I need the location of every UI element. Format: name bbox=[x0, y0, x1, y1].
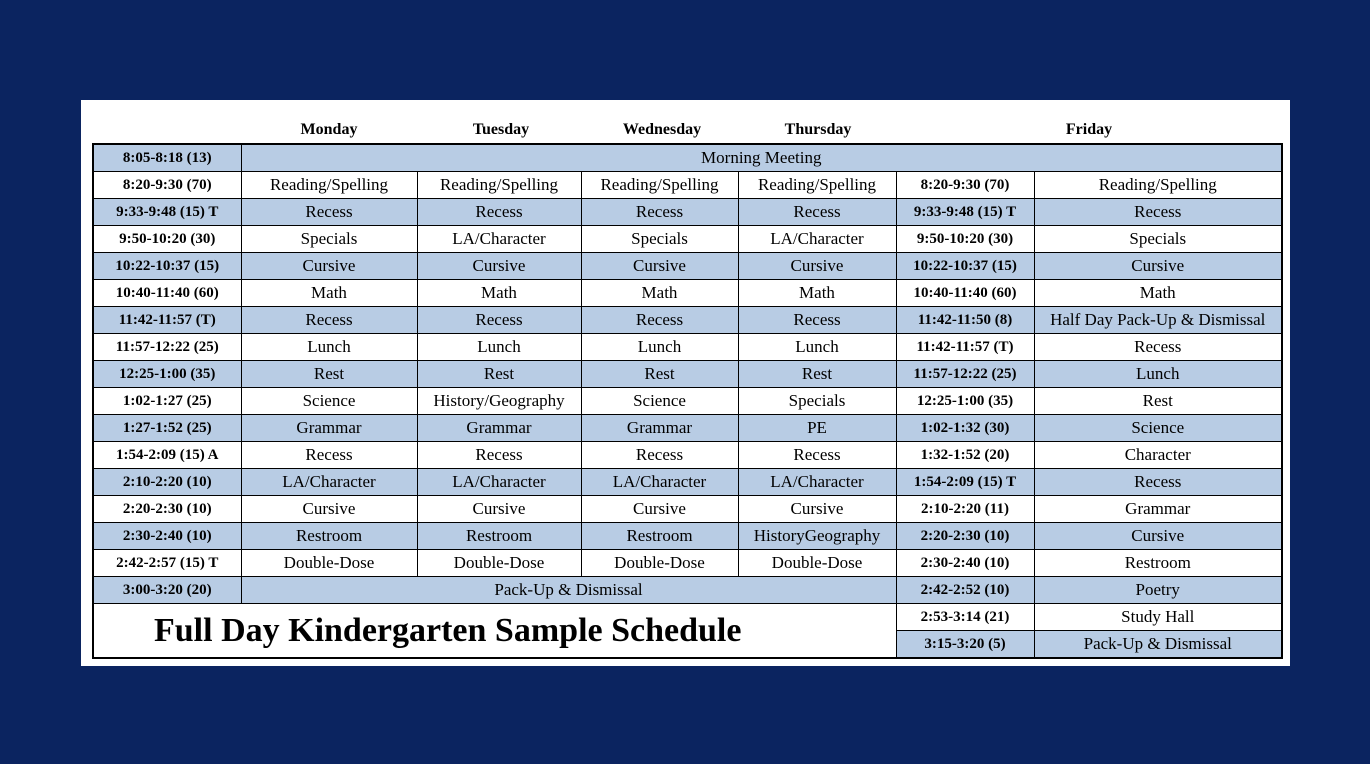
day-header-thursday: Thursday bbox=[784, 121, 852, 138]
schedule-row bbox=[93, 469, 1282, 496]
friday-time-cell: 2:30-2:40 (10) bbox=[896, 550, 1034, 577]
thursday-activity-cell: Math bbox=[738, 280, 896, 307]
thursday-activity-cell: Cursive bbox=[738, 496, 896, 523]
tuesday-activity-cell: Grammar bbox=[417, 415, 581, 442]
tuesday-activity-cell: Reading/Spelling bbox=[417, 172, 581, 199]
friday-time-cell: 11:42-11:57 (T) bbox=[896, 334, 1034, 361]
schedule-row bbox=[93, 334, 1282, 361]
friday-activity-cell: Character bbox=[1034, 442, 1282, 469]
wednesday-activity-cell: Restroom bbox=[581, 523, 738, 550]
time-cell: 10:40-11:40 (60) bbox=[93, 280, 241, 307]
schedule-row bbox=[93, 523, 1282, 550]
friday-time-cell: 1:54-2:09 (15) T bbox=[896, 469, 1034, 496]
friday-activity-cell: Grammar bbox=[1034, 496, 1282, 523]
schedule-body bbox=[93, 144, 1282, 658]
monday-activity-cell: Recess bbox=[241, 307, 417, 334]
friday-time-cell: 10:22-10:37 (15) bbox=[896, 253, 1034, 280]
schedule-row bbox=[93, 280, 1282, 307]
wednesday-activity-cell: Recess bbox=[581, 199, 738, 226]
wednesday-activity-cell: Reading/Spelling bbox=[581, 172, 738, 199]
monday-activity-cell: Science bbox=[241, 388, 417, 415]
tuesday-activity-cell: History/Geography bbox=[417, 388, 581, 415]
friday-activity-cell: Science bbox=[1034, 415, 1282, 442]
schedule-row bbox=[93, 253, 1282, 280]
day-header-row bbox=[81, 100, 1290, 143]
friday-activity-cell: Recess bbox=[1034, 334, 1282, 361]
thursday-activity-cell: Cursive bbox=[738, 253, 896, 280]
day-header-monday: Monday bbox=[300, 121, 358, 138]
schedule-row bbox=[93, 144, 1282, 172]
tuesday-activity-cell: Double-Dose bbox=[417, 550, 581, 577]
tuesday-activity-cell: Rest bbox=[417, 361, 581, 388]
wednesday-activity-cell: Cursive bbox=[581, 253, 738, 280]
tuesday-activity-cell: Restroom bbox=[417, 523, 581, 550]
friday-activity-cell: Rest bbox=[1034, 388, 1282, 415]
tuesday-activity-cell: Math bbox=[417, 280, 581, 307]
monday-activity-cell: Rest bbox=[241, 361, 417, 388]
schedule-row bbox=[93, 307, 1282, 334]
monday-activity-cell: Recess bbox=[241, 199, 417, 226]
friday-time-cell: 3:15-3:20 (5) bbox=[896, 631, 1034, 659]
schedule-row bbox=[93, 172, 1282, 199]
friday-activity-cell: Cursive bbox=[1034, 523, 1282, 550]
wednesday-activity-cell: Cursive bbox=[581, 496, 738, 523]
thursday-activity-cell: HistoryGeography bbox=[738, 523, 896, 550]
time-cell: 2:10-2:20 (10) bbox=[93, 469, 241, 496]
schedule-row bbox=[93, 415, 1282, 442]
friday-time-cell: 1:02-1:32 (30) bbox=[896, 415, 1034, 442]
friday-time-cell: 11:57-12:22 (25) bbox=[896, 361, 1034, 388]
schedule-row bbox=[93, 442, 1282, 469]
friday-time-cell: 2:10-2:20 (11) bbox=[896, 496, 1034, 523]
schedule-row bbox=[93, 226, 1282, 253]
friday-activity-cell: Restroom bbox=[1034, 550, 1282, 577]
time-cell: 11:57-12:22 (25) bbox=[93, 334, 241, 361]
time-cell: 2:20-2:30 (10) bbox=[93, 496, 241, 523]
tuesday-activity-cell: Lunch bbox=[417, 334, 581, 361]
friday-activity-cell: Cursive bbox=[1034, 253, 1282, 280]
time-cell: 8:05-8:18 (13) bbox=[93, 144, 241, 172]
wednesday-activity-cell: Grammar bbox=[581, 415, 738, 442]
friday-time-cell: 2:53-3:14 (21) bbox=[896, 604, 1034, 631]
friday-activity-cell: Reading/Spelling bbox=[1034, 172, 1282, 199]
friday-time-cell: 12:25-1:00 (35) bbox=[896, 388, 1034, 415]
tuesday-activity-cell: LA/Character bbox=[417, 226, 581, 253]
tuesday-activity-cell: Recess bbox=[417, 442, 581, 469]
friday-activity-cell: Lunch bbox=[1034, 361, 1282, 388]
schedule-row bbox=[93, 550, 1282, 577]
wednesday-activity-cell: Science bbox=[581, 388, 738, 415]
thursday-activity-cell: LA/Character bbox=[738, 469, 896, 496]
friday-time-cell: 11:42-11:50 (8) bbox=[896, 307, 1034, 334]
friday-activity-cell: Recess bbox=[1034, 199, 1282, 226]
friday-time-cell: 1:32-1:52 (20) bbox=[896, 442, 1034, 469]
monday-activity-cell: Grammar bbox=[241, 415, 417, 442]
monday-activity-cell: Restroom bbox=[241, 523, 417, 550]
friday-activity-cell: Half Day Pack-Up & Dismissal bbox=[1034, 307, 1282, 334]
schedule-row bbox=[93, 604, 1282, 631]
time-cell: 11:42-11:57 (T) bbox=[93, 307, 241, 334]
wednesday-activity-cell: Math bbox=[581, 280, 738, 307]
wednesday-activity-cell: Lunch bbox=[581, 334, 738, 361]
friday-time-cell: 8:20-9:30 (70) bbox=[896, 172, 1034, 199]
time-cell: 3:00-3:20 (20) bbox=[93, 577, 241, 604]
schedule-row bbox=[93, 577, 1282, 604]
time-cell: 8:20-9:30 (70) bbox=[93, 172, 241, 199]
friday-activity-cell: Pack-Up & Dismissal bbox=[1034, 631, 1282, 659]
thursday-activity-cell: PE bbox=[738, 415, 896, 442]
monday-activity-cell: Cursive bbox=[241, 496, 417, 523]
schedule-sheet bbox=[81, 100, 1290, 666]
friday-activity-cell: Specials bbox=[1034, 226, 1282, 253]
wednesday-activity-cell: Recess bbox=[581, 307, 738, 334]
friday-time-cell: 2:20-2:30 (10) bbox=[896, 523, 1034, 550]
wednesday-activity-cell: Recess bbox=[581, 442, 738, 469]
schedule-title: Full Day Kindergarten Sample Schedule bbox=[93, 604, 896, 659]
friday-activity-cell: Poetry bbox=[1034, 577, 1282, 604]
friday-time-cell: 9:33-9:48 (15) T bbox=[896, 199, 1034, 226]
monday-activity-cell: Recess bbox=[241, 442, 417, 469]
schedule-row bbox=[93, 361, 1282, 388]
tuesday-activity-cell: LA/Character bbox=[417, 469, 581, 496]
friday-time-cell: 9:50-10:20 (30) bbox=[896, 226, 1034, 253]
wednesday-activity-cell: Specials bbox=[581, 226, 738, 253]
pack-up-dismissal-cell: Pack-Up & Dismissal bbox=[241, 577, 896, 604]
monday-activity-cell: LA/Character bbox=[241, 469, 417, 496]
friday-activity-cell: Recess bbox=[1034, 469, 1282, 496]
time-cell: 9:50-10:20 (30) bbox=[93, 226, 241, 253]
monday-activity-cell: Lunch bbox=[241, 334, 417, 361]
time-cell: 10:22-10:37 (15) bbox=[93, 253, 241, 280]
wednesday-activity-cell: Double-Dose bbox=[581, 550, 738, 577]
time-cell: 1:02-1:27 (25) bbox=[93, 388, 241, 415]
tuesday-activity-cell: Recess bbox=[417, 307, 581, 334]
monday-activity-cell: Double-Dose bbox=[241, 550, 417, 577]
time-cell: 1:54-2:09 (15) A bbox=[93, 442, 241, 469]
friday-time-cell: 10:40-11:40 (60) bbox=[896, 280, 1034, 307]
schedule-table bbox=[92, 143, 1283, 659]
day-header-friday: Friday bbox=[1065, 121, 1113, 138]
schedule-row bbox=[93, 388, 1282, 415]
schedule-row bbox=[93, 199, 1282, 226]
time-cell: 2:30-2:40 (10) bbox=[93, 523, 241, 550]
thursday-activity-cell: Double-Dose bbox=[738, 550, 896, 577]
wednesday-activity-cell: LA/Character bbox=[581, 469, 738, 496]
thursday-activity-cell: Recess bbox=[738, 199, 896, 226]
monday-activity-cell: Math bbox=[241, 280, 417, 307]
tuesday-activity-cell: Recess bbox=[417, 199, 581, 226]
tuesday-activity-cell: Cursive bbox=[417, 496, 581, 523]
day-header-wednesday: Wednesday bbox=[622, 121, 702, 138]
thursday-activity-cell: LA/Character bbox=[738, 226, 896, 253]
morning-meeting-cell: Morning Meeting bbox=[241, 144, 1282, 172]
thursday-activity-cell: Reading/Spelling bbox=[738, 172, 896, 199]
thursday-activity-cell: Rest bbox=[738, 361, 896, 388]
time-cell: 12:25-1:00 (35) bbox=[93, 361, 241, 388]
wednesday-activity-cell: Rest bbox=[581, 361, 738, 388]
friday-time-cell: 2:42-2:52 (10) bbox=[896, 577, 1034, 604]
friday-activity-cell: Study Hall bbox=[1034, 604, 1282, 631]
thursday-activity-cell: Recess bbox=[738, 442, 896, 469]
time-cell: 2:42-2:57 (15) T bbox=[93, 550, 241, 577]
time-cell: 9:33-9:48 (15) T bbox=[93, 199, 241, 226]
day-header-tuesday: Tuesday bbox=[472, 121, 530, 138]
friday-activity-cell: Math bbox=[1034, 280, 1282, 307]
time-cell: 1:27-1:52 (25) bbox=[93, 415, 241, 442]
monday-activity-cell: Cursive bbox=[241, 253, 417, 280]
monday-activity-cell: Reading/Spelling bbox=[241, 172, 417, 199]
tuesday-activity-cell: Cursive bbox=[417, 253, 581, 280]
thursday-activity-cell: Specials bbox=[738, 388, 896, 415]
thursday-activity-cell: Lunch bbox=[738, 334, 896, 361]
thursday-activity-cell: Recess bbox=[738, 307, 896, 334]
monday-activity-cell: Specials bbox=[241, 226, 417, 253]
schedule-row bbox=[93, 496, 1282, 523]
